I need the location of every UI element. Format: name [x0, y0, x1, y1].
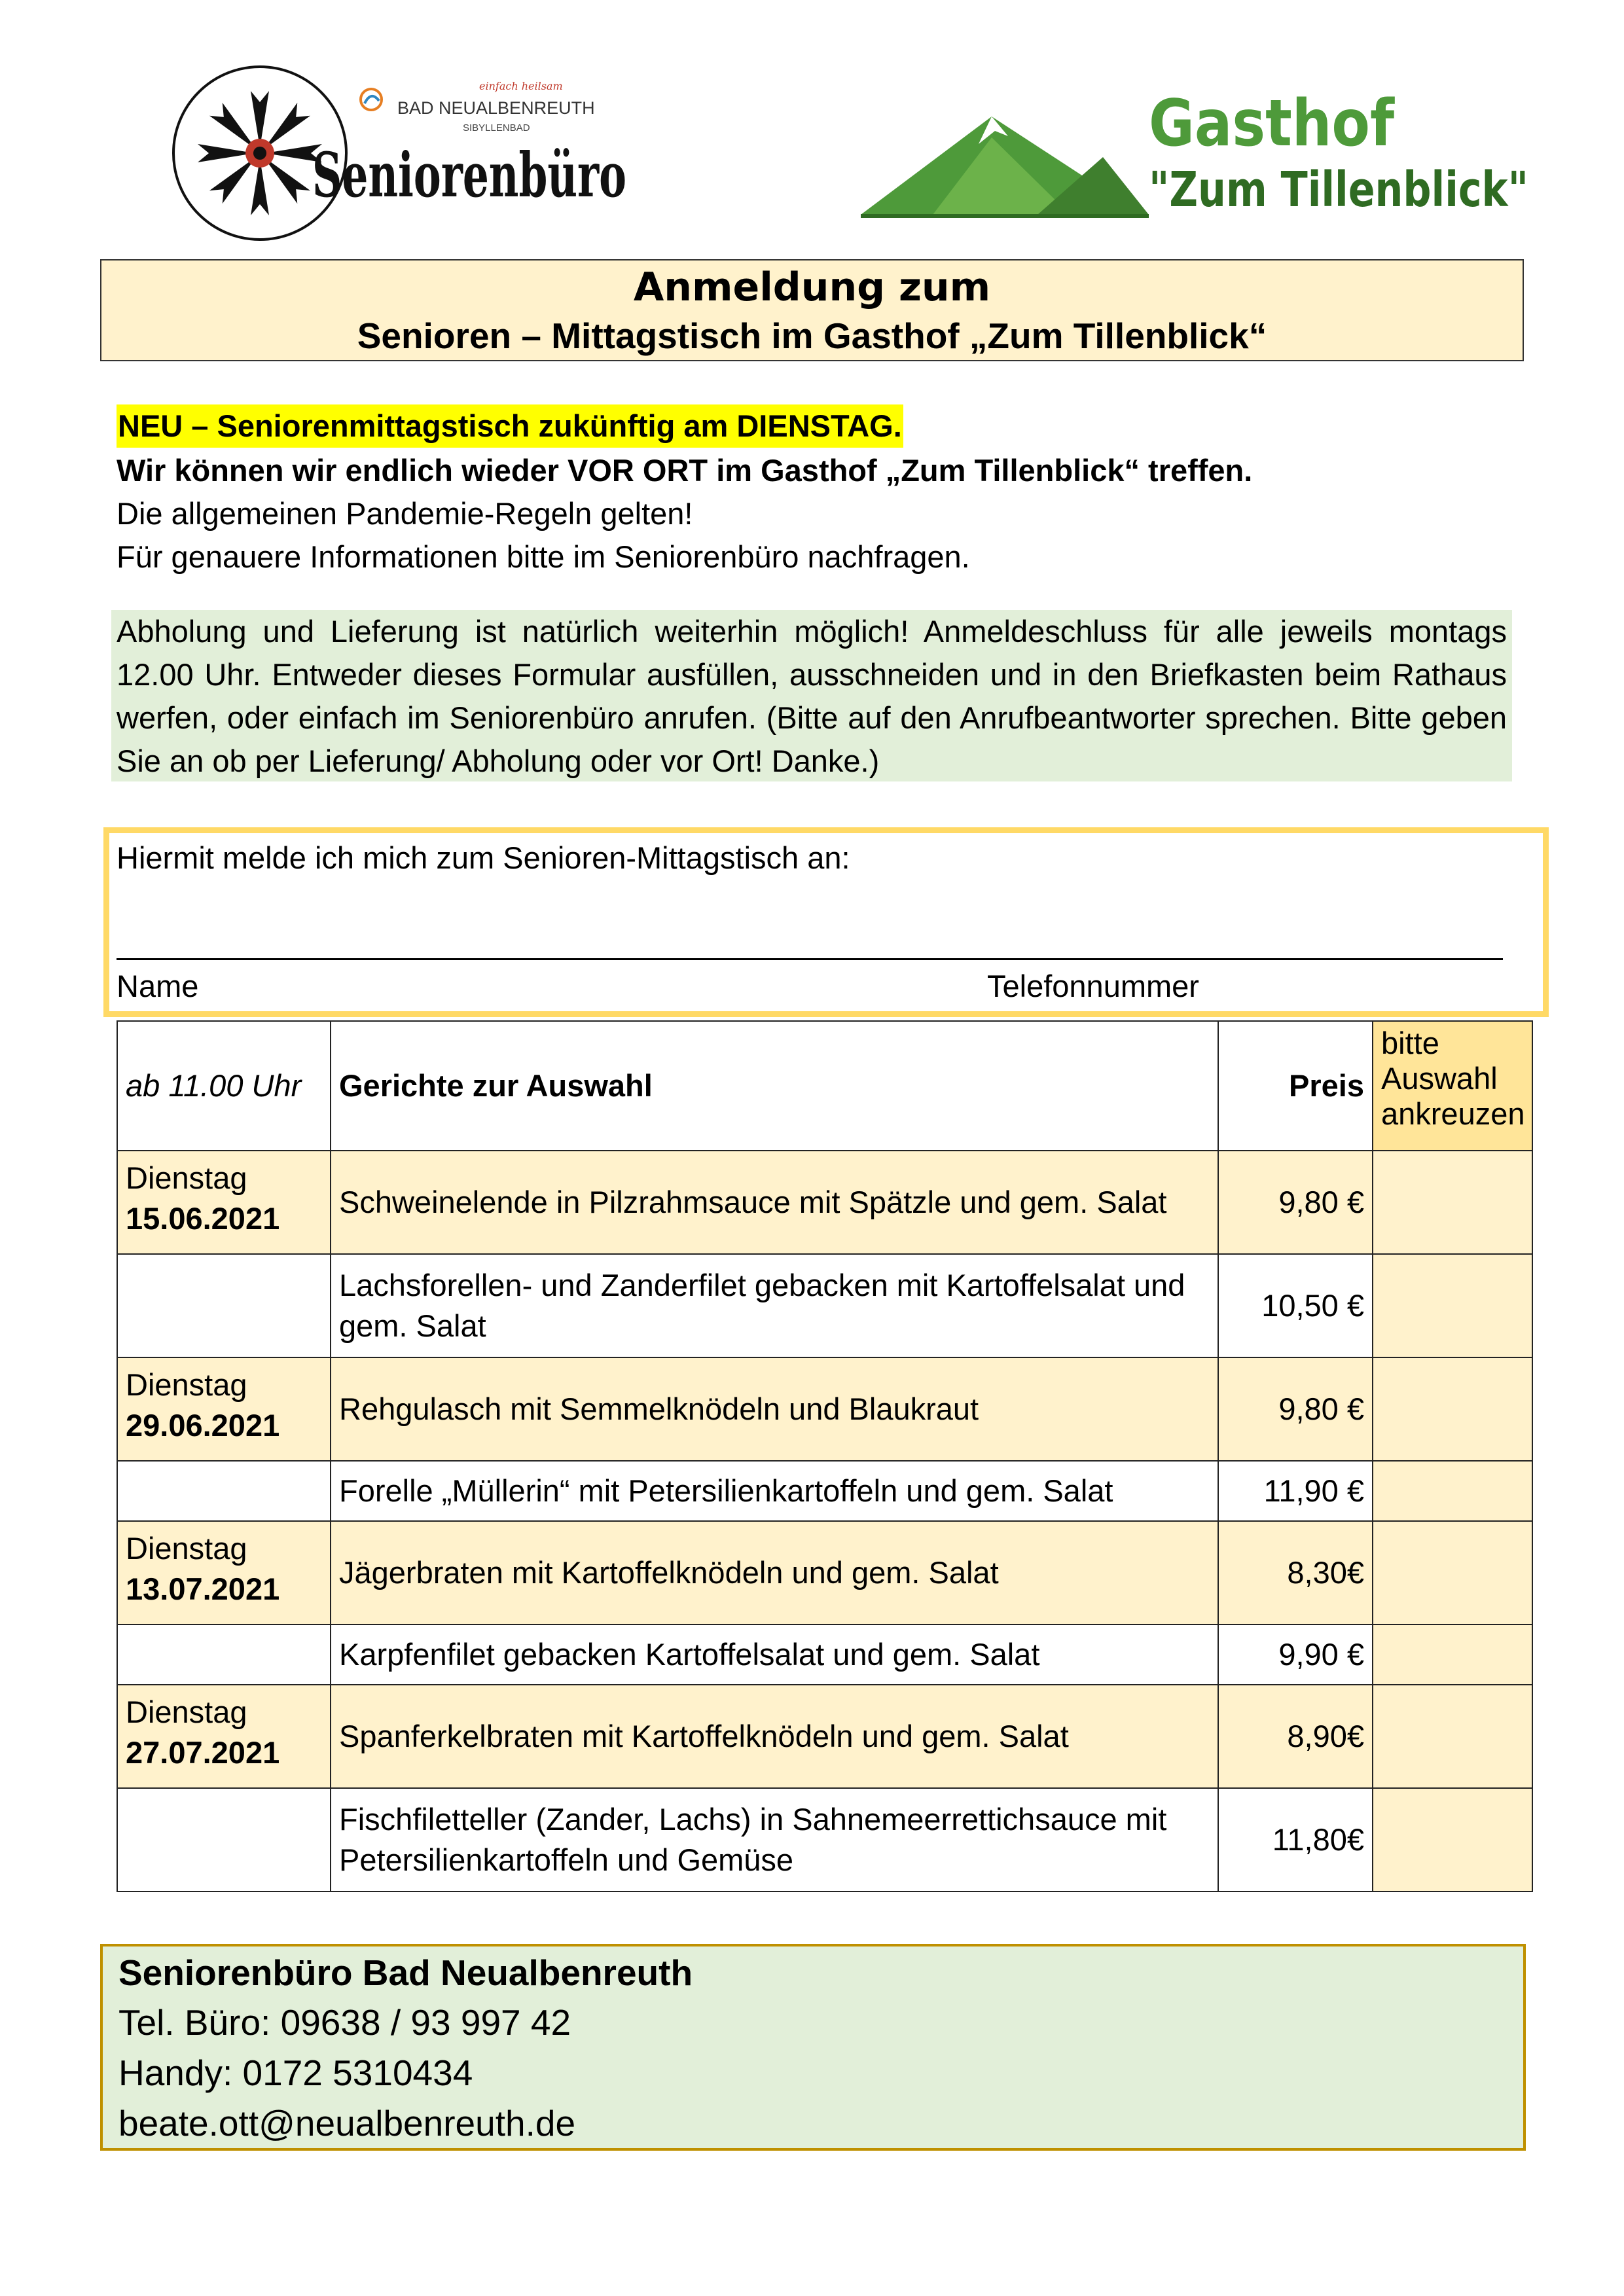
menu-row-date-value: 27.07.2021: [126, 1735, 280, 1770]
menu-row-date-value: 29.06.2021: [126, 1408, 280, 1443]
menu-row-date: [117, 1685, 331, 1788]
menu-row: [117, 1151, 1532, 1254]
menu-row-date: [117, 1788, 331, 1892]
registration-text: Hiermit melde ich mich zum Senioren-Mittagstisch an:: [117, 840, 850, 875]
menu-row-price: 8,90€: [1218, 1685, 1373, 1788]
menu-row-price: 9,80 €: [1218, 1357, 1373, 1461]
menu-row-dish: Jägerbraten mit Kartoffelknödeln und gem. Salat: [331, 1521, 1218, 1624]
menu-header-dishes: Gerichte zur Auswahl: [331, 1021, 1218, 1151]
mountain-icon: [861, 117, 1149, 216]
contact-title: Seniorenbüro Bad Neualbenreuth: [118, 1952, 693, 1993]
menu-row-date-value: 13.07.2021: [126, 1571, 280, 1606]
menu-row-dish: Rehgulasch mit Semmelknödeln und Blaukraut: [331, 1357, 1218, 1461]
menu-row-checkbox[interactable]: [1373, 1357, 1532, 1461]
title-line-1: Anmeldung zum: [633, 264, 991, 310]
intro-info: Für genauere Informationen bitte im Seniorenbüro nachfragen.: [117, 539, 970, 574]
menu-row-day: Dienstag: [126, 1531, 247, 1566]
menu-row-checkbox[interactable]: [1373, 1461, 1532, 1521]
menu-row-day: Dienstag: [126, 1695, 247, 1729]
menu-row-price: 11,90 €: [1218, 1461, 1373, 1521]
phone-label: Telefonnummer: [987, 969, 1199, 1003]
intro-new-day-notice: NEU – Seniorenmittagstisch zukünftig am DIENSTAG.: [117, 404, 903, 448]
menu-row-date: [117, 1357, 331, 1461]
gasthof-logo: [861, 85, 1528, 229]
senior-town: BAD NEUALBENREUTH: [397, 98, 595, 118]
menu-row-date: [117, 1151, 331, 1254]
menu-row-price: 11,80€: [1218, 1788, 1373, 1892]
menu-row-date: [117, 1624, 331, 1685]
menu-row-price: 10,50 €: [1218, 1254, 1373, 1357]
menu-table: [117, 1020, 1533, 1892]
menu-row-date-value: 15.06.2021: [126, 1201, 280, 1236]
menu-row-dish: Karpfenfilet gebacken Kartoffelsalat und gem. Salat: [331, 1624, 1218, 1685]
intro-rules: Die allgemeinen Pandemie-Regeln gelten!: [117, 496, 693, 531]
menu-row: [117, 1521, 1532, 1624]
menu-row-date: [117, 1461, 331, 1521]
menu-row-day: Dienstag: [126, 1367, 247, 1402]
menu-row-dish: Spanferkelbraten mit Kartoffelknödeln und gem. Salat: [331, 1685, 1218, 1788]
menu-row-dish: Fischfiletteller (Zander, Lachs) in Sahnemeerrettichsauce mit Petersilienkartoffeln und Gemüse: [331, 1788, 1218, 1892]
contact-mobile: Handy: 0172 5310434: [118, 2053, 473, 2093]
seniorenbuero-logo: [171, 60, 630, 243]
menu-row-dish: Forelle „Müllerin“ mit Petersilienkartoffeln und gem. Salat: [331, 1461, 1218, 1521]
menu-row-dish: Schweinelende in Pilzrahmsauce mit Spätzle und gem. Salat: [331, 1151, 1218, 1254]
menu-row-day: Dienstag: [126, 1160, 247, 1195]
menu-header-price: Preis: [1218, 1021, 1373, 1151]
senior-tagline: einfach heilsam: [479, 80, 563, 92]
menu-row-price: 8,30€: [1218, 1521, 1373, 1624]
menu-header-check: bitte Auswahl ankreuzen: [1373, 1021, 1532, 1151]
senior-spa: SIBYLLENBAD: [463, 122, 530, 134]
senior-name: Seniorenbüro: [312, 139, 626, 211]
pickup-delivery-box: [111, 610, 1512, 781]
title-box: [100, 259, 1524, 361]
menu-row: [117, 1685, 1532, 1788]
menu-row: [117, 1461, 1532, 1521]
menu-row-dish: Lachsforellen- und Zanderfilet gebacken mit Kartoffelsalat und gem. Salat: [331, 1254, 1218, 1357]
menu-row-price: 9,90 €: [1218, 1624, 1373, 1685]
menu-row-checkbox[interactable]: [1373, 1254, 1532, 1357]
menu-row: [117, 1357, 1532, 1461]
pickup-delivery-text: Abholung und Lieferung ist natürlich weiterhin möglich! Anmeldeschluss für alle jeweils montags 12.00 Uhr. Entweder dieses Formular ausfüllen, ausschneiden und in den Briefkasten beim Rathaus werfen, oder einfach im Seniorenbüro anrufen. (Bitte auf den Anrufbeantworter sprechen. Bitte geben Sie an ob per Lieferung/ Abholung oder vor Ort! Danke.): [117, 614, 1507, 778]
menu-row-checkbox[interactable]: [1373, 1624, 1532, 1685]
menu-header-time: ab 11.00 Uhr: [117, 1021, 331, 1151]
gasthof-subtitle: "Zum Tillenblick": [1149, 162, 1528, 218]
menu-row: [117, 1788, 1532, 1892]
title-line-2: Senioren – Mittagstisch im Gasthof „Zum Tillenblick“: [357, 315, 1267, 356]
gasthof-title: Gasthof: [1149, 86, 1396, 161]
menu-row-checkbox[interactable]: [1373, 1521, 1532, 1624]
spa-swirl-icon: [361, 89, 382, 110]
registration-write-line[interactable]: [117, 958, 1503, 960]
menu-row-checkbox[interactable]: [1373, 1788, 1532, 1892]
intro-on-site-notice: Wir können wir endlich wieder VOR ORT im Gasthof „Zum Tillenblick“ treffen.: [117, 453, 1253, 488]
menu-row: [117, 1254, 1532, 1357]
contact-phone: Tel. Büro: 09638 / 93 997 42: [118, 2002, 571, 2043]
menu-row-price: 9,80 €: [1218, 1151, 1373, 1254]
menu-row-date: [117, 1254, 331, 1357]
menu-row-date: [117, 1521, 331, 1624]
menu-row-checkbox[interactable]: [1373, 1685, 1532, 1788]
menu-row-checkbox[interactable]: [1373, 1151, 1532, 1254]
menu-header-row: [117, 1021, 1532, 1151]
menu-row: [117, 1624, 1532, 1685]
name-label: Name: [117, 969, 199, 1003]
contact-email[interactable]: beate.ott@neualbenreuth.de: [118, 2103, 576, 2144]
contact-box: [100, 1944, 1526, 2151]
